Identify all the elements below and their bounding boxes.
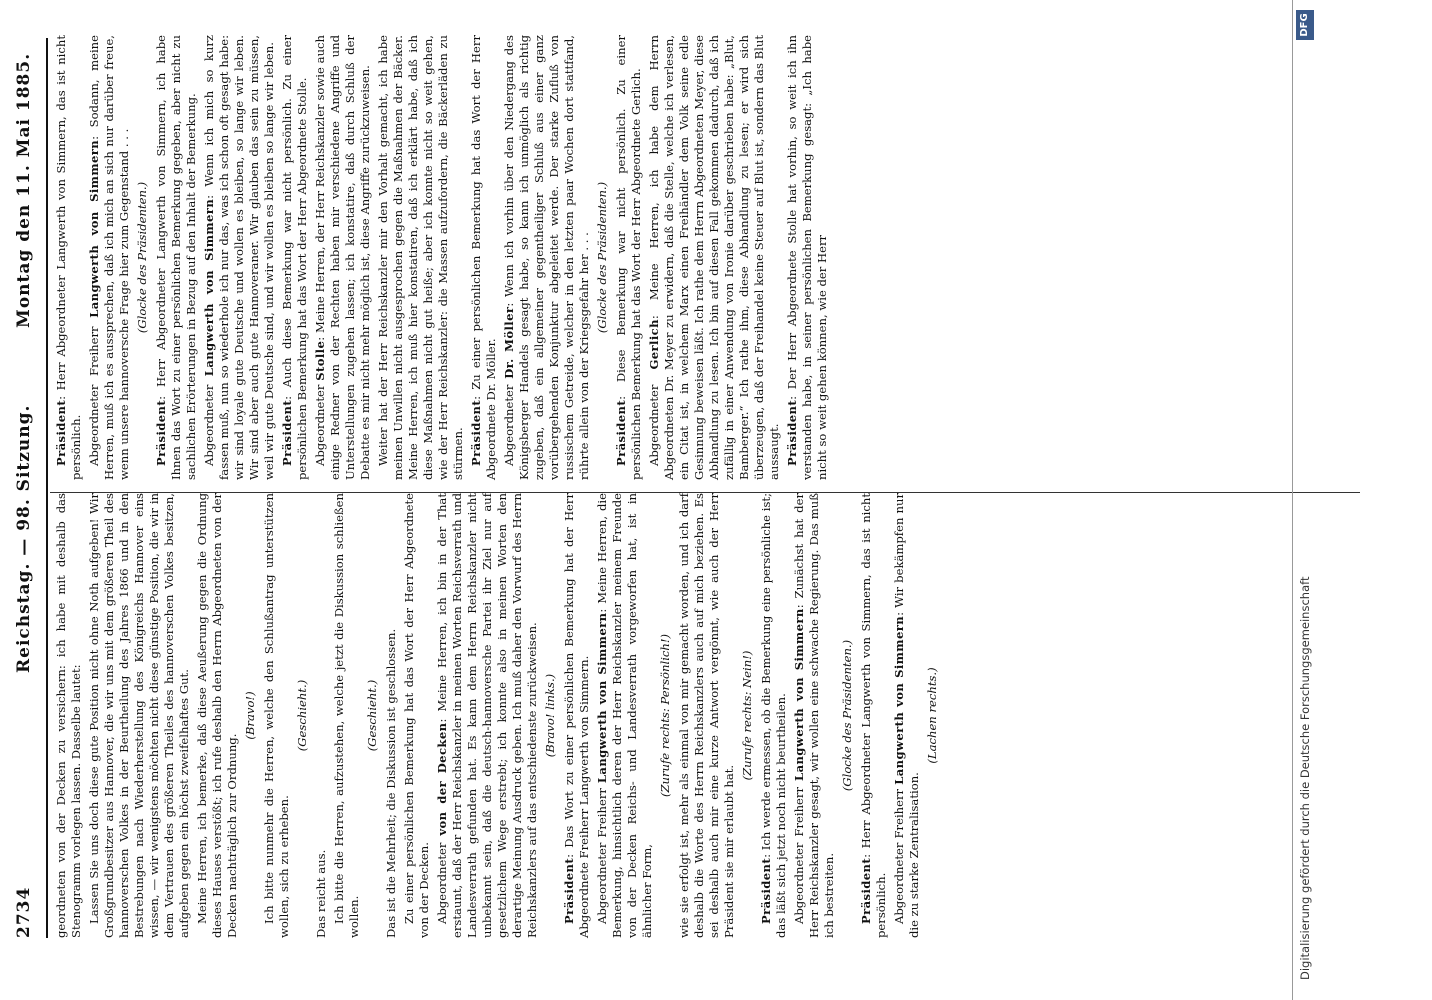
left-column-interjection: (Zurufe rechts: Nein!) — [740, 650, 754, 781]
left-column — [54, 493, 944, 938]
left-column-paragraph: Präsident: Herr Abgeordneter Langwerth von Simmern, das ist nicht persönlich. — [859, 493, 888, 938]
right-column-paragraph: Präsident: Herr Abgeordneter Langwerth von Simmern, ich habe Ihnen das Wort zu einer persönlichen Bemerkung gegeben, aber nicht zu sachlichen Erörterungen in Bezug auf den Inhalt der Bemerkung. — [154, 35, 198, 480]
left-column-interjection: (Geschieht.) — [295, 679, 309, 752]
band-divider — [1292, 0, 1293, 1000]
right-column — [54, 35, 833, 480]
left-column-paragraph: geordneten von der Decken zu versichern: ich habe mit deshalb das Stenogramm vorlegen lassen. Dasselbe lautet: — [54, 493, 83, 938]
left-column-interjection: (Glocke des Präsidenten.) — [840, 639, 854, 792]
left-column-paragraph: Meine Herren, ich bemerke, daß diese Aeußerung gegen die Ordnung dieses Hauses verstößt; ich rufe deshalb den Herrn Abgeordneten von der Decken nachträglich zur Ordnung. — [195, 493, 239, 938]
left-column-paragraph: Abgeordneter Freiherr Langwerth von Simmern: Zunächst hat der Herr Reichskanzler gesagt, wir wollen eine schwache Regierung. Das muß ich bestreiten. — [792, 493, 836, 938]
left-column-paragraph: Abgeordneter Freiherr Langwerth von Simmern: Wir bekämpfen nur die zu starke Zentralisation. — [892, 492, 921, 938]
left-column-interjection: (Bravo!) — [243, 691, 257, 740]
left-column-paragraph: Präsident: Ich werde ermessen, ob die Bemerkung eine persönliche ist; das läßt sich jetzt noch nicht beurtheilen. — [759, 493, 788, 938]
left-column-paragraph: Abgeordneter von der Decken: Meine Herren, ich bin in der That erstaunt, daß der Herr Reichskanzler in meinen Worten Reichsverrath und Landesverrath gefunden hat. Es kann dem Herrn Reichskanzler nicht unbekannt sein, daß die deutsch-hannoversche Partei ihr Ziel nur auf gesetzlichem Wege erstrebt; ich konnte also in meinen Worten den derartige Meinung Ausdruck geben. Ich muß daher den Vorwurf des Herrn Reichskanzlers auf das entschiedenste zurückweisen. — [435, 493, 539, 938]
left-column-paragraph: wie sie erfolgt ist, mehr als einmal von mir gemacht worden, und ich darf deshalb die Worte des Herrn Reichskanzlers auch auf mich beziehen. Es sei deshalb auch mir eine kurze Antwort vergönnt, wie auch der Herr Präsident sie mir erlaubt hat. — [677, 493, 736, 938]
right-column-paragraph: Abgeordneter Langwerth von Simmern: Wenn ich mich so kurz fassen muß, nun so wiederhole ich nur das, was ich schon oft gesagt habe: wir sind loyale gute Deutsche und wollen es bleiben, so lange wir leben. Wir sind aber auch gute Hannoveraner. Wir glauben das sein zu müssen, weil wir gute Deutsche sind, und wir wollen es bleiben so lange wir leben. — [202, 35, 276, 480]
dfg-logo: DFG — [1296, 10, 1314, 40]
left-column-paragraph: Präsident: Das Wort zu einer persönlichen Bemerkung hat der Herr Abgeordnete Freiherr Langwerth von Simmern. — [562, 493, 591, 938]
left-column-interjection: (Bravo! links.) — [543, 673, 557, 758]
left-column-paragraph: Abgeordneter Freiherr Langwerth von Simmern: Meine Herren, die Bemerkung, hinsichtlich deren der Herr Reichskanzler meinem Freunde von der Decken Reichs- und Landesverrath vorgeworfen hat, ist in ähnlicher Form, — [595, 493, 654, 938]
left-column-paragraph: Zu einer persönlichen Bemerkung hat das Wort der Herr Abgeordnete von der Decken. — [402, 493, 431, 938]
left-column-interjection: (Lachen rechts.) — [925, 667, 939, 764]
right-column-paragraph: Präsident: Zu einer persönlichen Bemerkung hat das Wort der Herr Abgeordnete Dr. Möller. — [469, 35, 498, 480]
right-column-paragraph: Abgeordneter Freiherr Langwerth von Simmern: Sodann, meine Herren, muß ich es aussprechen, daß ich mich an sich nur darüber freue, wenn unsere hannoversche Frage hier zum Gegenstand . . . — [87, 34, 131, 480]
running-header — [10, 38, 40, 938]
right-column-paragraph: Präsident: Herr Abgeordneter Langwerth von Simmern, das ist nicht persönlich. — [54, 35, 83, 480]
right-column-paragraph: Weiter hat der Herr Reichskanzler mir den Vorhalt gemacht, ich habe meinen Unwillen nicht ausgesprochen gegen die Maßnahmen der Bäcker. Meine Herren, ich muß hier konstatiren, daß ich erklärt habe, daß ich diese Maßnahmen nicht gut heiße; aber ich konnte nicht so weit gehen, wie der Herr Reichskanzler: die Massen aufzufordern, die Bäckerläden zu stürmen. — [376, 35, 465, 480]
left-column-interjection: (Geschieht.) — [365, 679, 379, 752]
page-number: 2734 — [14, 886, 34, 938]
right-column-interjection: (Glocke des Präsidenten.) — [135, 181, 149, 334]
left-column-paragraph: Das ist die Mehrheit; die Diskussion ist geschlossen. — [384, 628, 398, 938]
right-column-paragraph: Präsident: Der Herr Abgeordnete Stolle hat vorhin, so weit ich ihn verstanden habe, in seiner persönlichen Bemerkung gesagt: „Ich habe nicht so weit gehen können, wie der Herr — [785, 35, 829, 480]
left-column-paragraph: Ich bitte nunmehr die Herren, welche den Schlußantrag unterstützen wollen, sich zu erheben. — [262, 493, 291, 938]
right-column-paragraph: Abgeordneter Stolle: Meine Herren, der Herr Reichskanzler sowie auch einige Redner von der Rechten haben mir verschiedene Angriffe und Unterstellungen zugehen lassen; ich konstatire, daß durch Schluß der Debatte es mir nicht mehr möglich ist, diese Angriffe zurückzuweisen. — [313, 35, 372, 480]
header-rule — [46, 38, 48, 938]
session-heading: Reichstag. — 98. Sitzung. — [14, 404, 34, 673]
digitization-note: Digitalisierung gefördert durch die Deutsche Forschungsgemeinschaft — [1298, 576, 1312, 980]
left-column-paragraph: Ich bitte die Herren, aufzustehen, welche jetzt die Diskussion schließen wollen. — [332, 493, 361, 938]
date-heading: Montag den 11. Mai 1885. — [14, 52, 34, 328]
left-column-paragraph: Lassen Sie uns doch diese gute Position nicht ohne Noth aufgeben! Wir Großgrundbesitzer aus Hannover, die wir uns mit dem größeren Theil des hannoverschen Volkes in der Beurtheilung des Jahres 1866 und in den Bestrebungen nach Wiederherstellung des Königreichs Hannover eins wissen, — wir wenigstens möchten nicht diese günstige Position, die wir in dem Vertrauen des größeren Theiles des hannoverschen Volkes besitzen, aufgeben gegen ein höchst zweifelhaftes Gut. — [87, 493, 191, 938]
right-column-paragraph: Abgeordneter Gerlich: Meine Herren, ich habe dem Herrn Abgeordneten Dr. Meyer zu erwidern, daß die Stelle, welche ich verlesen, ein Citat ist, in welchem Marx einen Freihändler dem Volk seine edle Gesinnung beweisen läßt. Ich rathe dem Herrn Abgeordneten Meyer, diese Abhandlung zu lesen. Ich bin auf diesen Fall gekommen dadurch, daß ich zufällig in einer Anwendung von Ironie darüber geschrieben habe: „Blut, Bamberger.“ Ich rathe ihm, diese Abhandlung zu lesen; er wird sich überzeugen, daß der Freihandel keine Steuer auf Blut ist, sondern das Blut aussaugt. — [647, 35, 781, 480]
right-column-paragraph: Präsident: Diese Bemerkung war nicht persönlich. Zu einer persönlichen Bemerkung hat das Wort der Herr Abgeordnete Gerlich. — [614, 35, 643, 480]
right-column-interjection: (Glocke des Präsidenten.) — [595, 181, 609, 334]
left-column-interjection: (Zurufe rechts: Persönlich!) — [658, 633, 672, 798]
right-column-paragraph: Präsident: Auch diese Bemerkung war nicht persönlich. Zu einer persönlichen Bemerkung hat das Wort der Herr Abgeordnete Stolle. — [280, 35, 309, 480]
digitization-band — [1292, 0, 1360, 1000]
right-column-paragraph: Abgeordneter Dr. Möller: Wenn ich vorhin über den Niedergang des Königsberger Handels gesagt habe, so kann ich unmöglich als richtig zugeben, daß ein allgemeiner gegentheiliger Schluß aus einer ganz vorübergehenden Konjunktur abgeleitet werde. Der starke Zufluß von russischem Getreide, welcher in den letzten paar Wochen dort stattfand, rührte allein von der Kriegsgefahr her . . . — [502, 35, 591, 480]
left-column-paragraph: Das reicht aus. — [314, 849, 328, 938]
